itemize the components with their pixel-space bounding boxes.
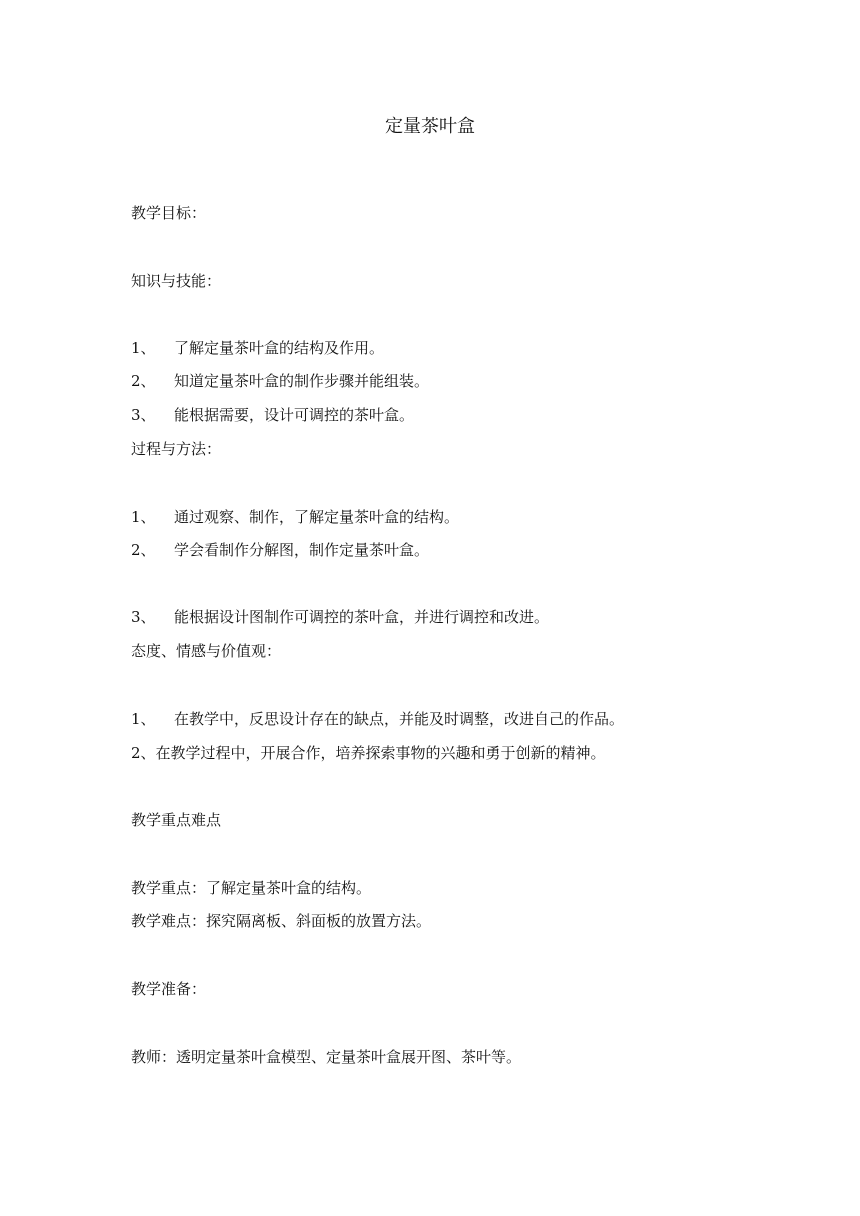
item-text: 能根据设计图制作可调控的茶叶盒，并进行调控和改进。 [174,608,550,626]
objectives-heading: 教学目标： [131,204,207,222]
key-points-heading: 教学重点难点 [131,811,222,829]
process-heading: 过程与方法： [131,440,222,458]
attitude-item-1 [131,709,624,729]
teacher-preparation: 教师：透明定量茶叶盒模型、定量茶叶盒展开图、茶叶等。 [131,1048,522,1066]
knowledge-item-2 [131,371,429,391]
teaching-difficulty: 教学难点：探究隔离板、斜面板的放置方法。 [131,912,432,930]
item-text: 学会看制作分解图，制作定量茶叶盒。 [174,541,430,559]
process-item-1 [131,507,459,527]
item-text: 在教学中，反思设计存在的缺点，并能及时调整，改进自己的作品。 [174,710,625,728]
knowledge-item-3 [131,405,414,425]
preparation-heading: 教学准备： [131,980,207,998]
knowledge-heading: 知识与技能： [131,272,222,290]
item-number: 3、 [131,608,156,626]
item-number: 2、 [131,541,156,559]
document-title: 定量茶叶盒 [385,116,475,137]
item-text: 了解定量茶叶盒的结构及作用。 [174,339,385,357]
item-number: 1、 [131,710,156,728]
attitude-item-2: 2、在教学过程中，开展合作，培养探索事物的兴趣和勇于创新的精神。 [131,744,606,762]
knowledge-item-1 [131,338,384,358]
item-text: 知道定量茶叶盒的制作步骤并能组装。 [174,372,430,390]
item-number: 3、 [131,406,156,424]
item-number: 1、 [131,508,156,526]
item-text: 通过观察、制作，了解定量茶叶盒的结构。 [174,508,460,526]
teaching-focus: 教学重点：了解定量茶叶盒的结构。 [131,879,372,897]
item-text: 能根据需要，设计可调控的茶叶盒。 [174,406,415,424]
process-item-2 [131,540,429,560]
item-number: 2、 [131,372,156,390]
item-number: 1、 [131,339,156,357]
process-item-3 [131,607,549,627]
attitude-heading: 态度、情感与价值观： [131,642,282,660]
